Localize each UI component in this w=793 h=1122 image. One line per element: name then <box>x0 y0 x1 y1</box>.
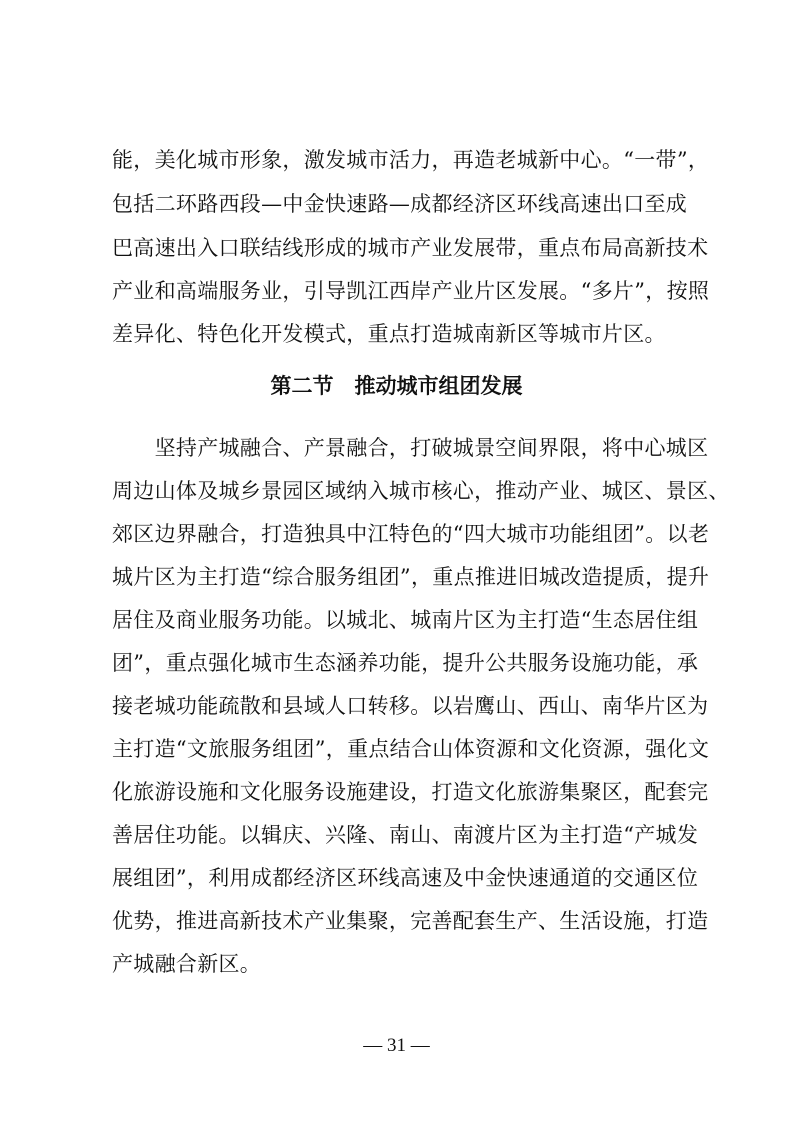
paragraph-line: 产城融合新区。 <box>112 952 262 976</box>
paragraph-line: 团”，重点强化城市生态涵养功能，提升公共服务设施功能，承 <box>112 651 699 675</box>
paragraph-line: 接老城功能疏散和县域人口转移。以岩鹰山、西山、南华片区为 <box>112 694 709 718</box>
paragraph-line: 善居住功能。以辑庆、兴隆、南山、南渡片区为主打造“产城发 <box>112 823 699 847</box>
paragraph-line: 郊区边界融合，打造独具中江特色的“四大城市功能组团”。以老 <box>112 522 710 546</box>
paragraph-line: 城片区为主打造“综合服务组团”，重点推进旧城改造提质，提升 <box>112 565 710 589</box>
paragraph-line: 坚持产城融合、产景融合，打破城景空间界限，将中心城区 <box>112 436 709 460</box>
paragraph-line: 周边山体及城乡景园区域纳入城市核心，推动产业、城区、景区、 <box>112 479 730 503</box>
paragraph-line: 差异化、特色化开发模式，重点打造城南新区等城市片区。 <box>112 322 666 346</box>
paragraph-line: 包括二环路西段—中金快速路—成都经济区环线高速出口至成 <box>112 192 688 216</box>
paragraph-line: 产业和高端服务业，引导凯江西岸产业片区发展。“多片”，按照 <box>112 279 710 303</box>
page-number: — 31 — <box>363 1035 430 1056</box>
section-heading: 第二节 推动城市组团发展 <box>270 373 523 398</box>
paragraph-line: 能，美化城市形象，激发城市活力，再造老城新中心。“一带”， <box>112 148 710 172</box>
paragraph-line: 巴高速出入口联结线形成的城市产业发展带，重点布局高新技术 <box>112 236 709 260</box>
paragraph-line: 优势，推进高新技术产业集聚，完善配套生产、生活设施，打造 <box>112 909 709 933</box>
paragraph-line: 化旅游设施和文化服务设施建设，打造文化旅游集聚区，配套完 <box>112 780 709 804</box>
paragraph-line: 展组团”，利用成都经济区环线高速及中金快速通道的交通区位 <box>112 866 699 890</box>
paragraph-line: 主打造“文旅服务组团”，重点结合山体资源和文化资源，强化文 <box>112 737 710 761</box>
paragraph-line: 居住及商业服务功能。以城北、城南片区为主打造“生态居住组 <box>112 608 699 632</box>
